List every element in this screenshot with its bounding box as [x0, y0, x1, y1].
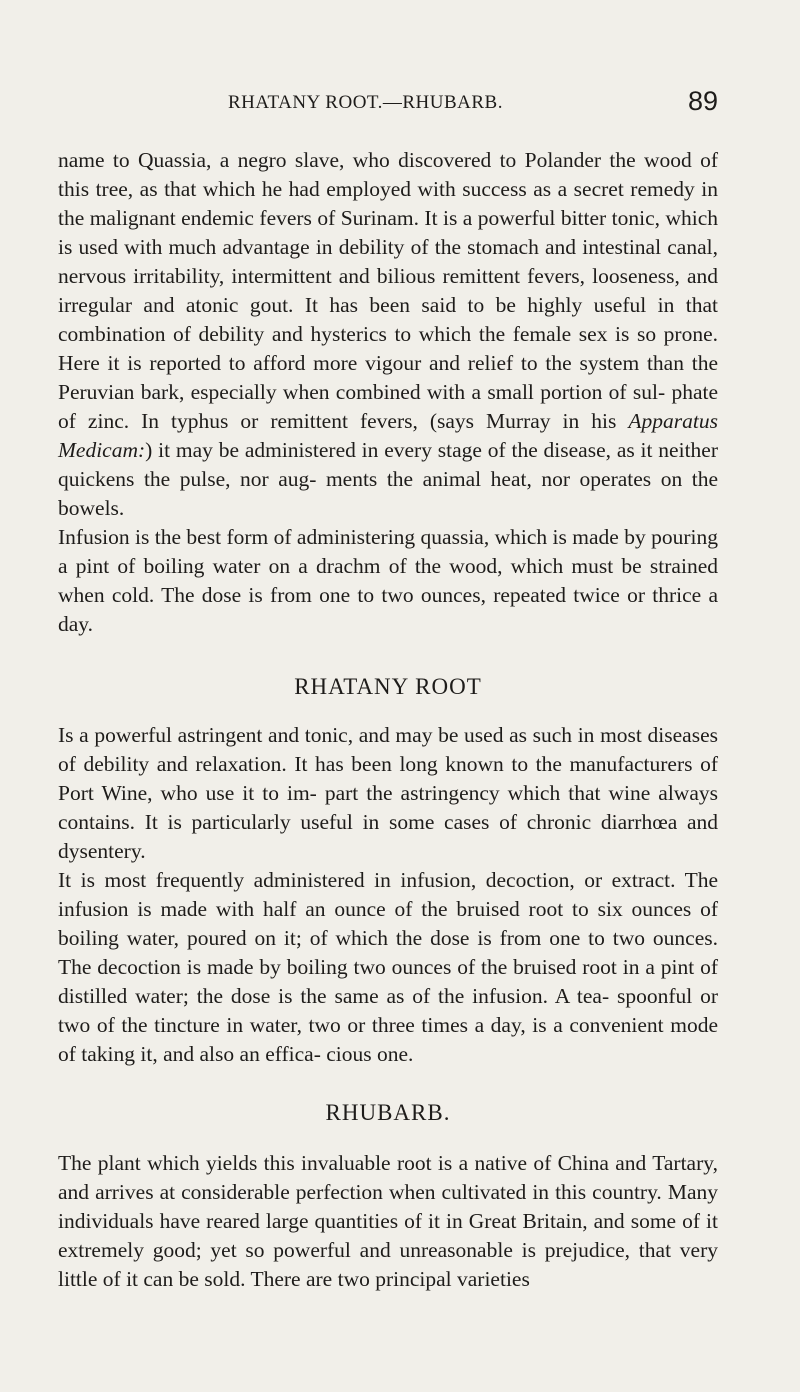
rhatany-paragraph-2	[58, 866, 718, 1069]
rhubarb-text-1: The plant which yields this invaluable root is a native of China and Tartary, and arrives at considerable perfection when cultivated in this country. Many individuals have reared large quantities of it in Great Britain, and some of it extremely good; yet so powerful and unreasonable is prejudice, that very little of it can be sold. There are two principal varieties	[58, 1151, 718, 1291]
rhatany-heading: RHATANY ROOT	[294, 674, 482, 699]
rhubarb-paragraph-1	[58, 1149, 718, 1294]
rhatany-text-2: It is most frequently administered in infusion, decoction, or extract. The infusion is made with half an ounce of the bruised root to six ounces of boiling water, poured on it; of which the dose is from one to two ounces. The decoction is made by boiling two ounces of the bruised root in a pint of distilled water; the dose is the same as of the infusion. A tea- spoonful or two of the tincture in water, two or three times a day, is a convenient mode of taking it, and also an effica- cious one.	[58, 868, 718, 1066]
quassia-text-after: ) it may be administered in every stage of the disease, as it neither quickens the pulse, nor aug- ments the animal heat, nor operates on the bowels.	[58, 438, 718, 520]
rhubarb-heading: RHUBARB.	[325, 1100, 451, 1125]
running-header	[58, 86, 718, 122]
quassia-paragraph-1	[58, 146, 718, 523]
quassia-text-before: name to Quassia, a negro slave, who discovered to Polander the wood of this tree, as that which he had employed with success as a secret remedy in the malignant endemic fevers of Surinam. It is a powerful bitter tonic, which is used with much advantage in debility of the stomach and intestinal canal, nervous irritability, intermittent and bilious remittent fevers, looseness, and irregular and atonic gout. It has been said to be highly useful in that combination of debility and hysterics to which the female sex is so prone. Here it is reported to afford more vigour and relief to the system than the Peruvian bark, especially when combined with a small portion of sul- phate of zinc. In typhus or remittent fevers, (says Murray in his	[58, 148, 718, 433]
quassia-paragraph-2	[58, 523, 718, 639]
body-text	[58, 146, 718, 1294]
running-title: RHATANY ROOT.—RHUBARB.	[228, 92, 503, 113]
quassia-infusion-text: Infusion is the best form of administering quassia, which is made by pouring a pint of boiling water on a drachm of the wood, which must be strained when cold. The dose is from one to two ounces, repeated twice or thrice a day.	[58, 525, 718, 636]
book-page	[58, 0, 718, 1392]
book-title-italic: Apparatus Medicam:	[58, 409, 718, 462]
rhatany-paragraph-1	[58, 721, 718, 866]
page-number: 89	[687, 86, 718, 116]
rhatany-text-1: Is a powerful astringent and tonic, and may be used as such in most diseases of debility and relaxation. It has been long known to the manufacturers of Port Wine, who use it to im- part the astringency which that wine always contains. It is particularly useful in some cases of chronic diarrhœa and dysentery.	[58, 723, 718, 863]
